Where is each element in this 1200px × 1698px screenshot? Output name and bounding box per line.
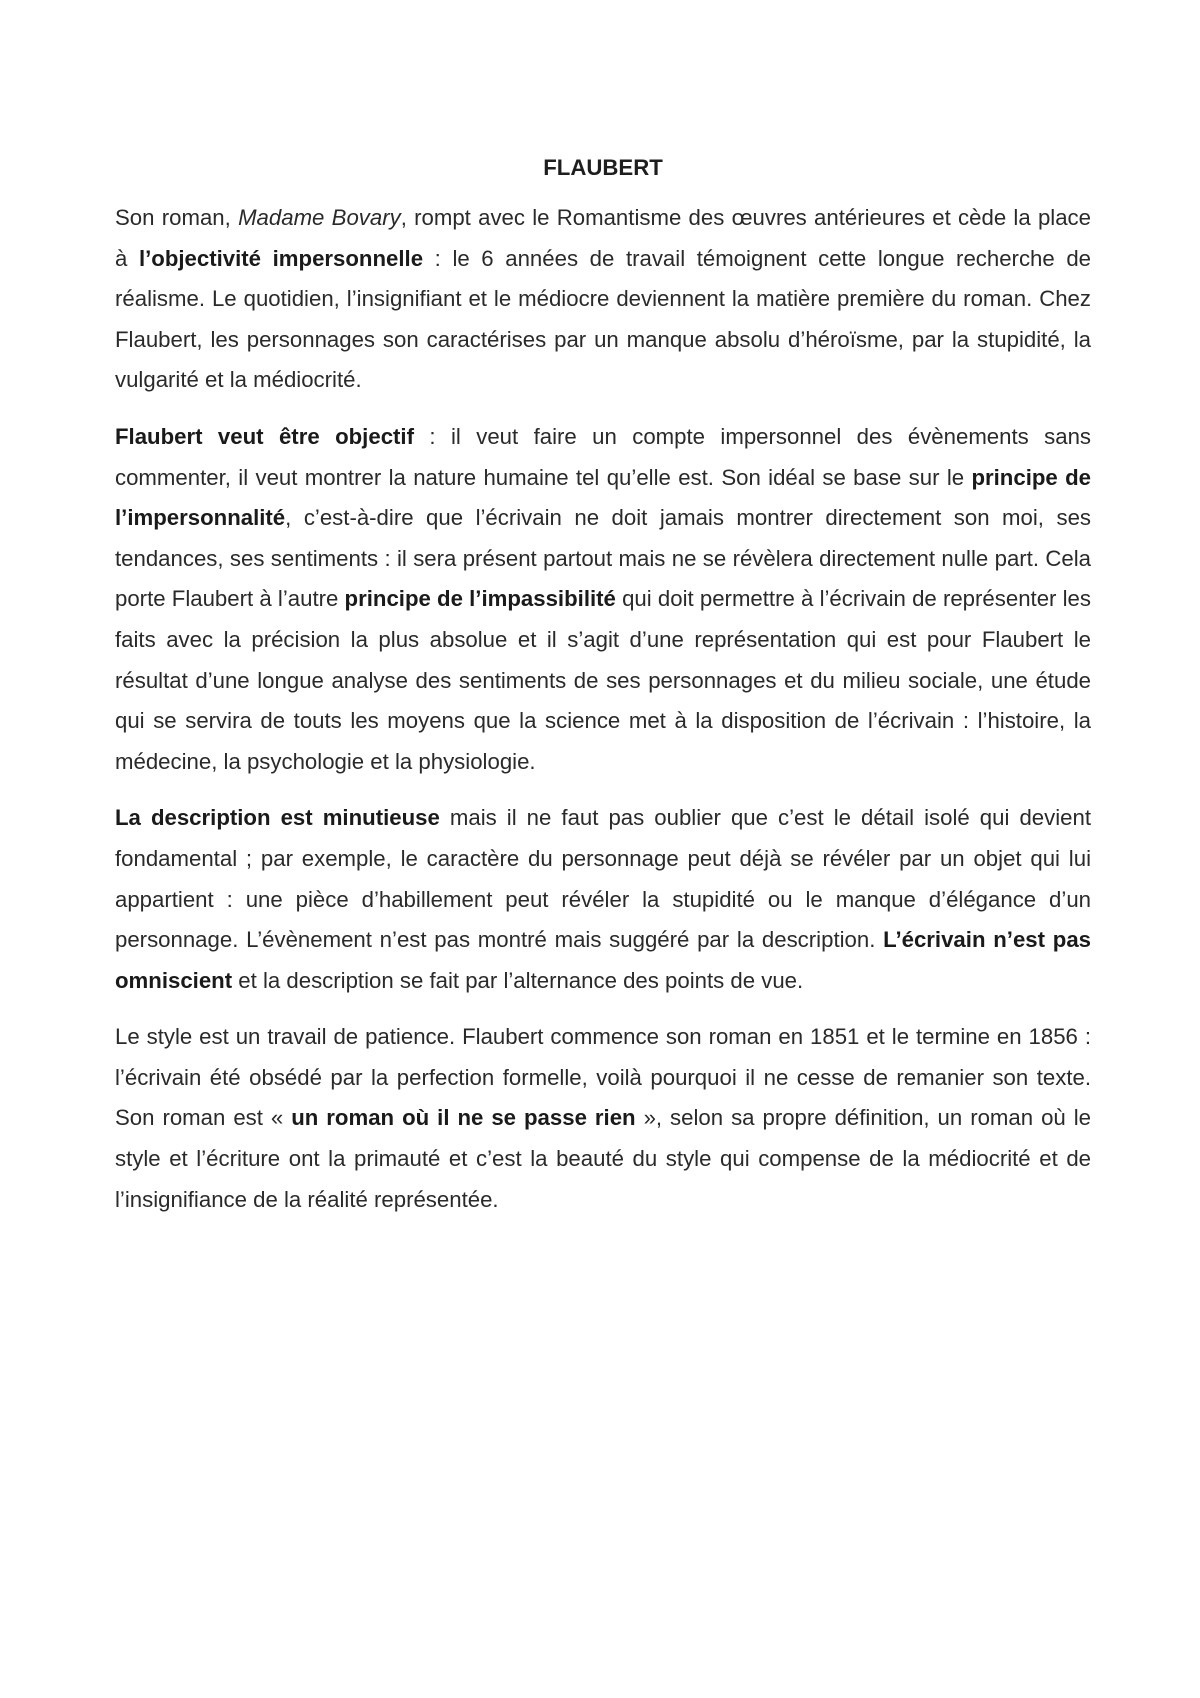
emphasis-text: principe de l’impersonnalité xyxy=(115,464,1092,531)
text-run: : il veut faire un compte impersonnel des évènements sans commenter, il veut montrer la nature humaine tel qu’elle est. Son idéal se base sur le xyxy=(115,423,1092,490)
emphasis-text: un roman où il ne se passe rien xyxy=(291,1105,636,1131)
text-run: et la description se fait par l’alternance des points de vue. xyxy=(232,967,804,993)
book-title: Madame Bovary xyxy=(238,205,401,230)
text-run: Son roman, xyxy=(115,205,239,230)
text-run: Le style est un travail de patience. Flaubert commence son roman en 1851 et le termine en 1856 : l’écrivain été obsédé par la perfection formelle, voilà pourquoi il ne cesse de remanier son texte. Son roman est « xyxy=(115,1024,1091,1131)
emphasis-text: La description est minutieuse xyxy=(115,805,440,831)
emphasis-text: L’écrivain n’est pas omniscient xyxy=(115,927,1091,993)
text-run: , c’est-à-dire que l’écrivain ne doit jamais montrer directement son moi, ses tendances, ses sentiments : il sera présent partout mais ne se révèlera directement nulle part. Cela porte Flaubert à l’autre xyxy=(115,505,1091,612)
emphasis-text: principe de l’impassibilité xyxy=(344,586,616,612)
document-page xyxy=(115,148,1091,1236)
paragraph-4 xyxy=(115,1017,1091,1220)
paragraph-1 xyxy=(115,198,1091,401)
paragraph-3 xyxy=(115,798,1091,1001)
text-run: qui doit permettre à l’écrivain de représenter les faits avec la précision la plus absolue et il s’agit d’une représentation qui est pour Flaubert le résultat d’une longue analyse des sentiments de ses personnages et du milieu sociale, une étude qui se servira de touts les moyens que la science met à la disposition de l’écrivain : l’histoire, la médecine, la psychologie et la physiologie. xyxy=(115,586,1091,774)
emphasis-text: l’objectivité impersonnelle xyxy=(138,245,424,271)
text-run: mais il ne faut pas oublier que c’est le détail isolé qui devient fondamental ; par exemple, le caractère du personnage peut déjà se révéler par un objet qui lui appartient : une pièce d’habillement peut révéler la stupidité ou le manque d’élégance d’un personnage. L’évènement n’est pas montré mais suggéré par la description. xyxy=(115,805,1091,953)
text-run: : le 6 années de travail témoignent cette longue recherche de réalisme. Le quotidien, l’insignifiant et le médiocre deviennent la matière première du roman. Chez Flaubert, les personnages son caractérises par un manque absolu d’héroïsme, par la stupidité, la vulgarité et la médiocrité. xyxy=(115,245,1092,393)
emphasis-text: Flaubert veut être objectif xyxy=(115,423,414,449)
text-run: , rompt avec le Romantisme des œuvres antérieures et cède la place à xyxy=(115,205,1091,271)
document-title: FLAUBERT xyxy=(543,155,663,180)
paragraph-2 xyxy=(115,417,1091,782)
text-run: », selon sa propre définition, un roman où le style et l’écriture ont la primauté et c’est la beauté du style qui compense de la médiocrité et de l’insignifiance de la réalité représentée. xyxy=(115,1105,1091,1212)
